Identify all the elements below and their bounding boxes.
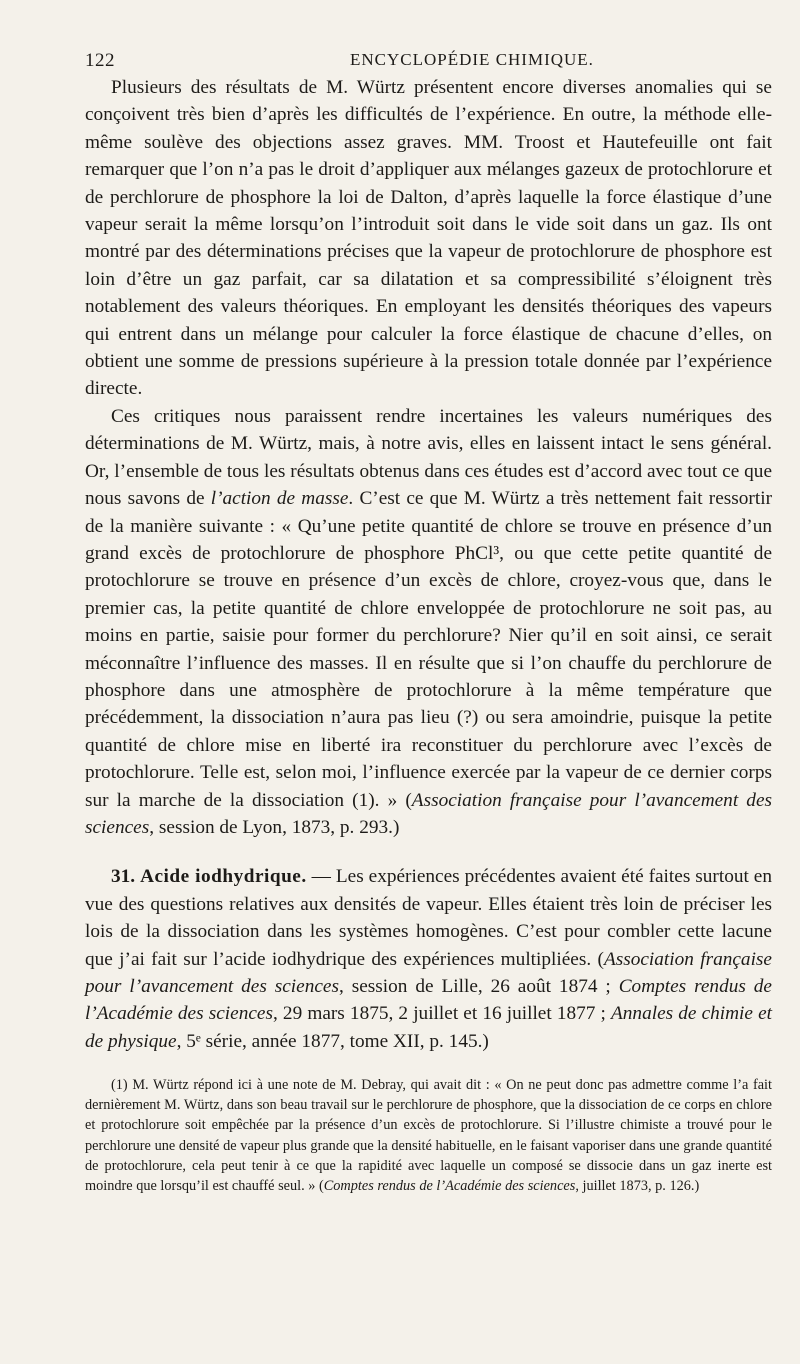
section-text: — Les expériences précédentes avaient été faites surtout en vue des questions relatives aux densités de vapeur. Elles étaient très loin de préciser les lois de la dissociation dans les systèmes homogènes. C’est pour combler cette lacune que j’ai fait sur l’acide iodhydrique des expériences multipliées. ( xyxy=(85,866,772,970)
paragraph-text: Ces critiques nous paraissent rendre incertaines les valeurs numériques des déterminations de M. Würtz, mais, à notre avis, elles en laissent intact le sens général. Or, l’ensemble de tous les résultats obtenus dans ces études est d’accord avec tout ce que nous savons de xyxy=(85,405,772,510)
citation-details: , session de Lyon, 1873, p. 293.) xyxy=(149,816,400,838)
page-number: 122 xyxy=(85,50,115,71)
reference-title: Comptes rendus de l’Académie des sciences xyxy=(85,976,772,1025)
footnote-citation: Comptes rendus de l’Académie des sciences xyxy=(323,1177,576,1194)
body-text xyxy=(85,74,772,1055)
section-title: Acide iodhydrique. xyxy=(140,866,307,888)
reference-details: , session de Lille, 26 août 1874 ; xyxy=(338,976,619,997)
citation-title: Association française pour l’avancement des sciences xyxy=(85,789,773,838)
paragraph xyxy=(85,403,772,842)
section-number: 31. xyxy=(111,866,136,888)
reference-title: Annales de chimie et de physique xyxy=(85,1003,773,1052)
paragraph-text: Plusieurs des résultats de M. Würtz présentent encore diverses anomalies qui se conçoivent très bien d’après les difficultés de l’expérience. En outre, la méthode elle-même soulève des objections assez graves. MM. Troost et Hautefeuille ont fait remarquer que l’on n’a pas le droit d’appliquer aux mélanges gazeux de protochlorure et de perchlorure de phosphore la loi de Dalton, d’après laquelle la force élastique d’une vapeur serait la même lorsqu’on l’introduit soit dans le vide soit dans un gaz. Ils ont montré par des déterminations précises que la vapeur de protochlorure de phosphore est loin d’être un gaz parfait, car sa dilatation et sa compressibilité s’éloignent très notablement des valeurs théoriques. En employant les densités théoriques des vapeurs qui entrent dans un mélange pour calculer la force élastique de chacune d’elles, on obtient une somme de pressions supérieure à la pression totale donnée par l’expérience directe. xyxy=(85,77,772,400)
paragraph-text: . C’est ce que M. Würtz a très nettement fait ressortir de la manière suivante : « Qu’une petite quantité de chlore se trouve en présence d’un grand excès de protochlorure de phosphore PhCl³, ou que cette petite quantité de protochlorure se trouve en présence d’un excès de chlore, croyez-vous que, dans le premier cas, la petite quantité de chlore enveloppée de protochlorure ne soit pas, au moins en partie, saisie pour former du perchlorure? Nier qu’il en soit ainsi, ce serait méconnaître l’influence des masses. Il en résulte que si l’on chauffe du perchlorure de phosphore dans une atmosphère de protochlorure à la même température que précédemment, la dissociation n’aura pas lieu (?) ou sera amoindrie, puisque la petite quantité de chlore mise en liberté ira reconstituer du perchlorure avec l’excès de protochlorure. Telle est, selon moi, l’influence exercée par la vapeur de ce dernier corps sur la marche de la dissociation (1). » ( xyxy=(85,488,772,811)
footnote-details: , juillet 1873, p. 126.) xyxy=(575,1177,700,1194)
footnote xyxy=(85,1075,772,1196)
reference-details: , 5ᵉ série, année 1877, tome XII, p. 145.) xyxy=(176,1030,489,1052)
section-paragraph xyxy=(85,863,772,1055)
italic-term: l’action de masse xyxy=(210,488,349,510)
footnote-text xyxy=(85,1075,772,1196)
reference-details: , 29 mars 1875, 2 juillet et 16 juillet 1877 ; xyxy=(272,1003,612,1025)
running-title: ENCYCLOPÉDIE CHIMIQUE. xyxy=(350,50,594,69)
page-header xyxy=(85,38,772,74)
paragraph xyxy=(85,74,772,403)
reference-title: Association française pour l’avancement des sciences xyxy=(85,948,772,997)
footnote-body: (1) M. Würtz répond ici à une note de M. Debray, qui avait dit : « On ne peut donc pas admettre comme l’a fait dernièrement M. Würtz, dans son beau travail sur le perchlorure de phosphore, que la dissociation de ce corps en chlore et protochlorure soit empêchée par la présence d’un excès de protochlorure. Si l’illustre chimiste a trouvé pour le perchlorure une densité de vapeur plus grande que la densité habituelle, en le faisant vaporiser dans une grande quantité de protochlorure, cela peut tenir à ce que la rapidité avec laquelle un composé se dissocie dans un gaz inerte est moindre que lorsqu’il est chauffé seul. » ( xyxy=(85,1077,772,1194)
